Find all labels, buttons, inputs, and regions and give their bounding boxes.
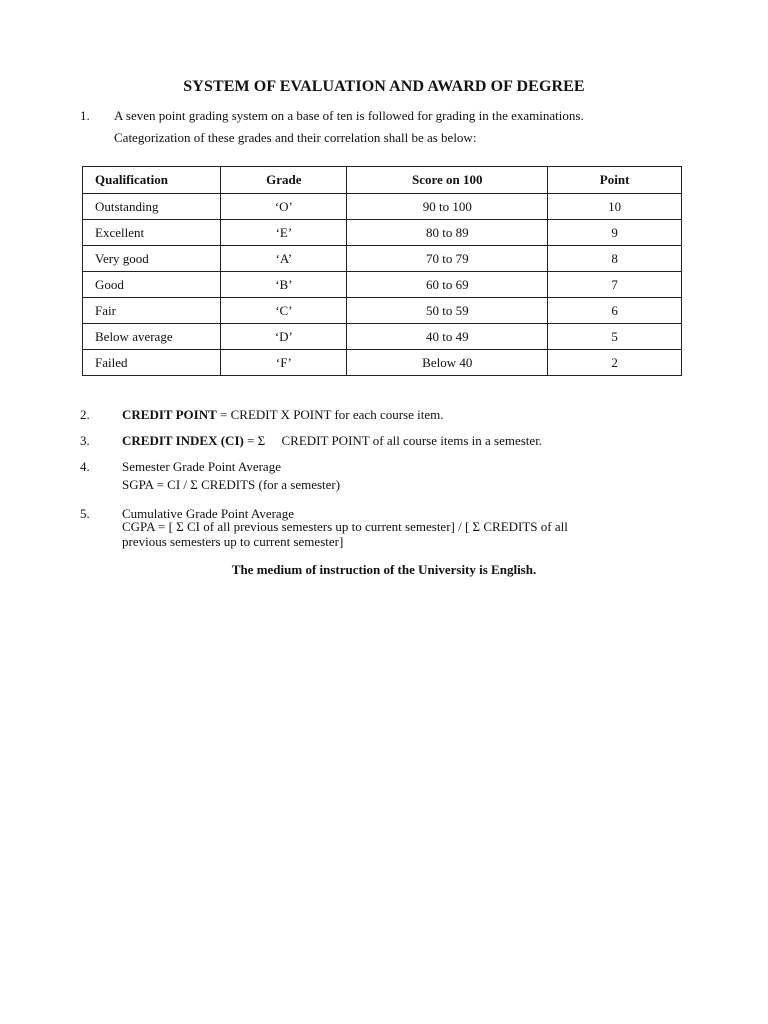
item-3-number: 3. <box>80 433 90 448</box>
header-grade: Grade <box>221 167 347 194</box>
table-row <box>83 194 682 220</box>
cell-point: 6 <box>548 298 682 324</box>
item-1-line-2: Categorization of these grades and their correlation shall be as below: <box>114 130 477 145</box>
table-row <box>83 272 682 298</box>
cell-score: 60 to 69 <box>347 272 548 298</box>
medium-of-instruction-note: The medium of instruction of the University is English. <box>231 562 537 577</box>
cell-qualification: Outstanding <box>83 194 221 220</box>
cell-grade: ‘B’ <box>221 272 347 298</box>
item-5-number: 5. <box>80 506 90 521</box>
table-row <box>83 220 682 246</box>
header-qualification: Qualification <box>83 167 221 194</box>
cell-grade: ‘C’ <box>221 298 347 324</box>
cell-grade: ‘A’ <box>221 246 347 272</box>
cell-point: 10 <box>548 194 682 220</box>
item-5-line-1: Cumulative Grade Point Average <box>122 506 294 521</box>
cell-grade: ‘E’ <box>221 220 347 246</box>
item-4-line-2: SGPA = CI / Σ CREDITS (for a semester) <box>122 477 341 492</box>
cell-qualification: Fair <box>83 298 221 324</box>
item-3-line <box>122 432 542 450</box>
cell-point: 2 <box>548 350 682 376</box>
credit-index-formula: = Σ CREDIT POINT of all course items in a semester. <box>247 433 543 448</box>
cell-qualification: Very good <box>83 246 221 272</box>
cell-grade: ‘F’ <box>221 350 347 376</box>
item-1-line-1: A seven point grading system on a base of ten is followed for grading in the examinations. <box>114 108 584 123</box>
cell-grade: ‘D’ <box>221 324 347 350</box>
cell-grade: ‘O’ <box>221 194 347 220</box>
item-5-line-3: previous semesters up to current semester] <box>122 534 344 549</box>
cell-qualification: Below average <box>83 324 221 350</box>
item-2-number: 2. <box>80 407 90 422</box>
table-row <box>83 350 682 376</box>
cell-point: 7 <box>548 272 682 298</box>
cell-score: 50 to 59 <box>347 298 548 324</box>
cell-qualification: Failed <box>83 350 221 376</box>
header-point: Point <box>548 167 682 194</box>
cell-qualification: Good <box>83 272 221 298</box>
cell-score: 70 to 79 <box>347 246 548 272</box>
item-4-number: 4. <box>80 459 90 474</box>
cell-point: 8 <box>548 246 682 272</box>
cell-score: 80 to 89 <box>347 220 548 246</box>
header-score: Score on 100 <box>347 167 548 194</box>
item-1-number: 1. <box>80 108 90 123</box>
cell-score: 90 to 100 <box>347 194 548 220</box>
table-header-row <box>83 167 682 194</box>
table-row <box>83 298 682 324</box>
cell-point: 5 <box>548 324 682 350</box>
credit-index-label: CREDIT INDEX (CI) <box>122 433 244 448</box>
page-title: SYSTEM OF EVALUATION AND AWARD OF DEGREE <box>183 78 585 95</box>
table-row <box>83 324 682 350</box>
cell-point: 9 <box>548 220 682 246</box>
cell-score: 40 to 49 <box>347 324 548 350</box>
credit-point-formula: = CREDIT X POINT for each course item. <box>220 407 444 422</box>
grading-table <box>82 166 682 376</box>
cell-score: Below 40 <box>347 350 548 376</box>
item-5-line-2: CGPA = [ Σ CI of all previous semesters up to current semester] / [ Σ CREDITS of all <box>122 519 568 534</box>
item-2-line <box>122 406 444 424</box>
table-row <box>83 246 682 272</box>
item-4-line-1: Semester Grade Point Average <box>122 459 281 474</box>
credit-point-label: CREDIT POINT <box>122 407 217 422</box>
cell-qualification: Excellent <box>83 220 221 246</box>
